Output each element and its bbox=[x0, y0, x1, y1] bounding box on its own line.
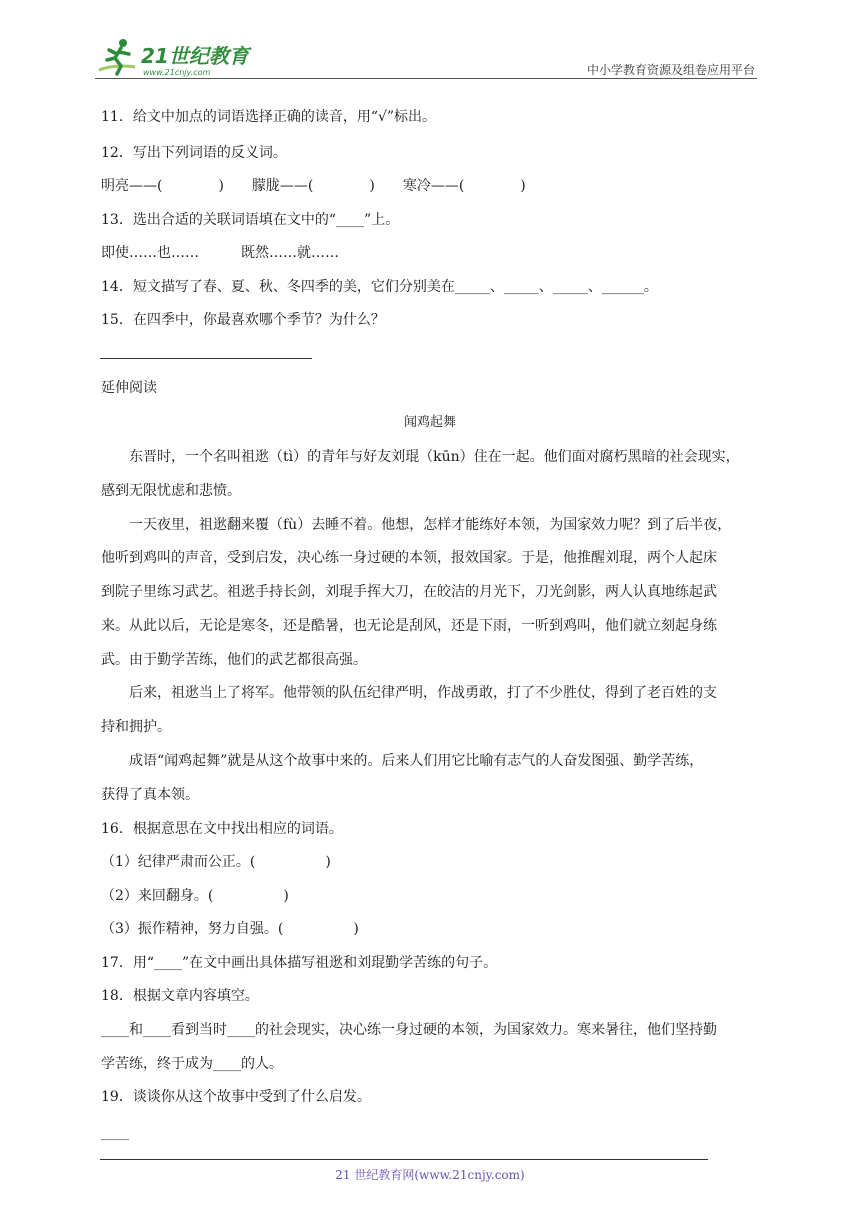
question-19: 19．谈谈你从这个故事中受到了什么启发。 bbox=[101, 1089, 371, 1105]
header-divider bbox=[95, 78, 757, 79]
question-18-line2: 学苦练，终于成为____的人。 bbox=[101, 1056, 283, 1072]
story-line: 到院子里练习武艺。祖逖手持长剑，刘琨手挥大刀，在皎洁的月光下，刀光剑影，两人认真地练起武 bbox=[101, 584, 717, 600]
footer-text: 21 世纪教育网(www.21cnjy.com) bbox=[335, 1168, 525, 1182]
story-line: 武。由于勤学苦练，他们的武艺都很高强。 bbox=[101, 652, 367, 668]
question-16-3: （3）振作精神，努力自强。( ) bbox=[101, 921, 359, 937]
footer-divider bbox=[100, 1159, 708, 1160]
question-16: 16．根据意思在文中找出相应的词语。 bbox=[101, 821, 343, 837]
story-line: 来。从此以后，无论是寒冬，还是酷暑，也无论是刮风，还是下雨，一听到鸡叫，他们就立刻起身练 bbox=[101, 618, 717, 634]
story-line: 他听到鸡叫的声音，受到启发，决心练一身过硬的本领，报效国家。于是，他推醒刘琨，两个人起床 bbox=[101, 550, 717, 566]
question-14: 14．短文描写了春、夏、秋、冬四季的美，它们分别美在_____、_____、_____、______。 bbox=[101, 279, 658, 295]
question-13: 13．选出合适的关联词语填在文中的“____”上。 bbox=[101, 212, 400, 228]
question-18: 18．根据文章内容填空。 bbox=[101, 988, 259, 1004]
runner-logo-icon bbox=[95, 36, 260, 80]
logo-text: 21世纪教育 bbox=[141, 44, 249, 68]
site-logo bbox=[95, 36, 260, 80]
story-line: 东晋时，一个名叫祖逖（tì）的青年与好友刘琨（kūn）住在一起。他们面对腐朽黑暗的社会现实， bbox=[101, 449, 740, 465]
question-17: 17．用“____”在文中画出具体描写祖逖和刘琨勤学苦练的句子。 bbox=[101, 955, 498, 971]
story-line: 后来，祖逖当上了将军。他带领的队伍纪律严明，作战勇敢，打了不少胜仗，得到了老百姓的支 bbox=[101, 685, 717, 701]
story-line: 持和拥护。 bbox=[101, 719, 171, 735]
header-platform-text: 中小学教育资源及组卷应用平台 bbox=[586, 63, 755, 77]
story-line: 成语“闻鸡起舞”就是从这个故事中来的。后来人们用它比喻有志气的人奋发图强、勤学苦练， bbox=[101, 753, 704, 769]
question-16-2: （2）来回翻身。( ) bbox=[101, 888, 289, 904]
section-label: 延伸阅读 bbox=[101, 380, 157, 396]
question-19-answer: ____ bbox=[101, 1125, 129, 1141]
question-15: 15．在四季中，你最喜欢哪个季节？为什么？ bbox=[101, 312, 385, 328]
question-12: 12．写出下列词语的反义词。 bbox=[101, 145, 287, 161]
story-line: 一天夜里，祖逖翻来覆（fù）去睡不着。他想，怎样才能练好本领，为国家效力呢？到了后半夜， bbox=[101, 517, 732, 533]
story-line: 获得了真本领。 bbox=[101, 787, 199, 803]
question-12-items: 明亮——( ) 朦胧——( ) 寒冷——( ) bbox=[101, 178, 526, 194]
question-11: 11．给文中加点的词语选择正确的读音，用“√”标出。 bbox=[101, 109, 437, 125]
question-18-line1: ____和____看到当时____的社会现实，决心练一身过硬的本领，为国家效力。寒来暑往，他们坚持勤 bbox=[101, 1022, 717, 1038]
answer-line bbox=[100, 358, 312, 359]
question-13-items: 即使……也…… 既然……就…… bbox=[101, 245, 339, 261]
logo-url: www.21cnjy.com bbox=[143, 68, 211, 77]
question-16-1: （1）纪律严肃而公正。( ) bbox=[101, 854, 331, 870]
story-title: 闻鸡起舞 bbox=[403, 415, 456, 430]
story-line: 感到无限忧虑和悲愤。 bbox=[101, 483, 241, 499]
